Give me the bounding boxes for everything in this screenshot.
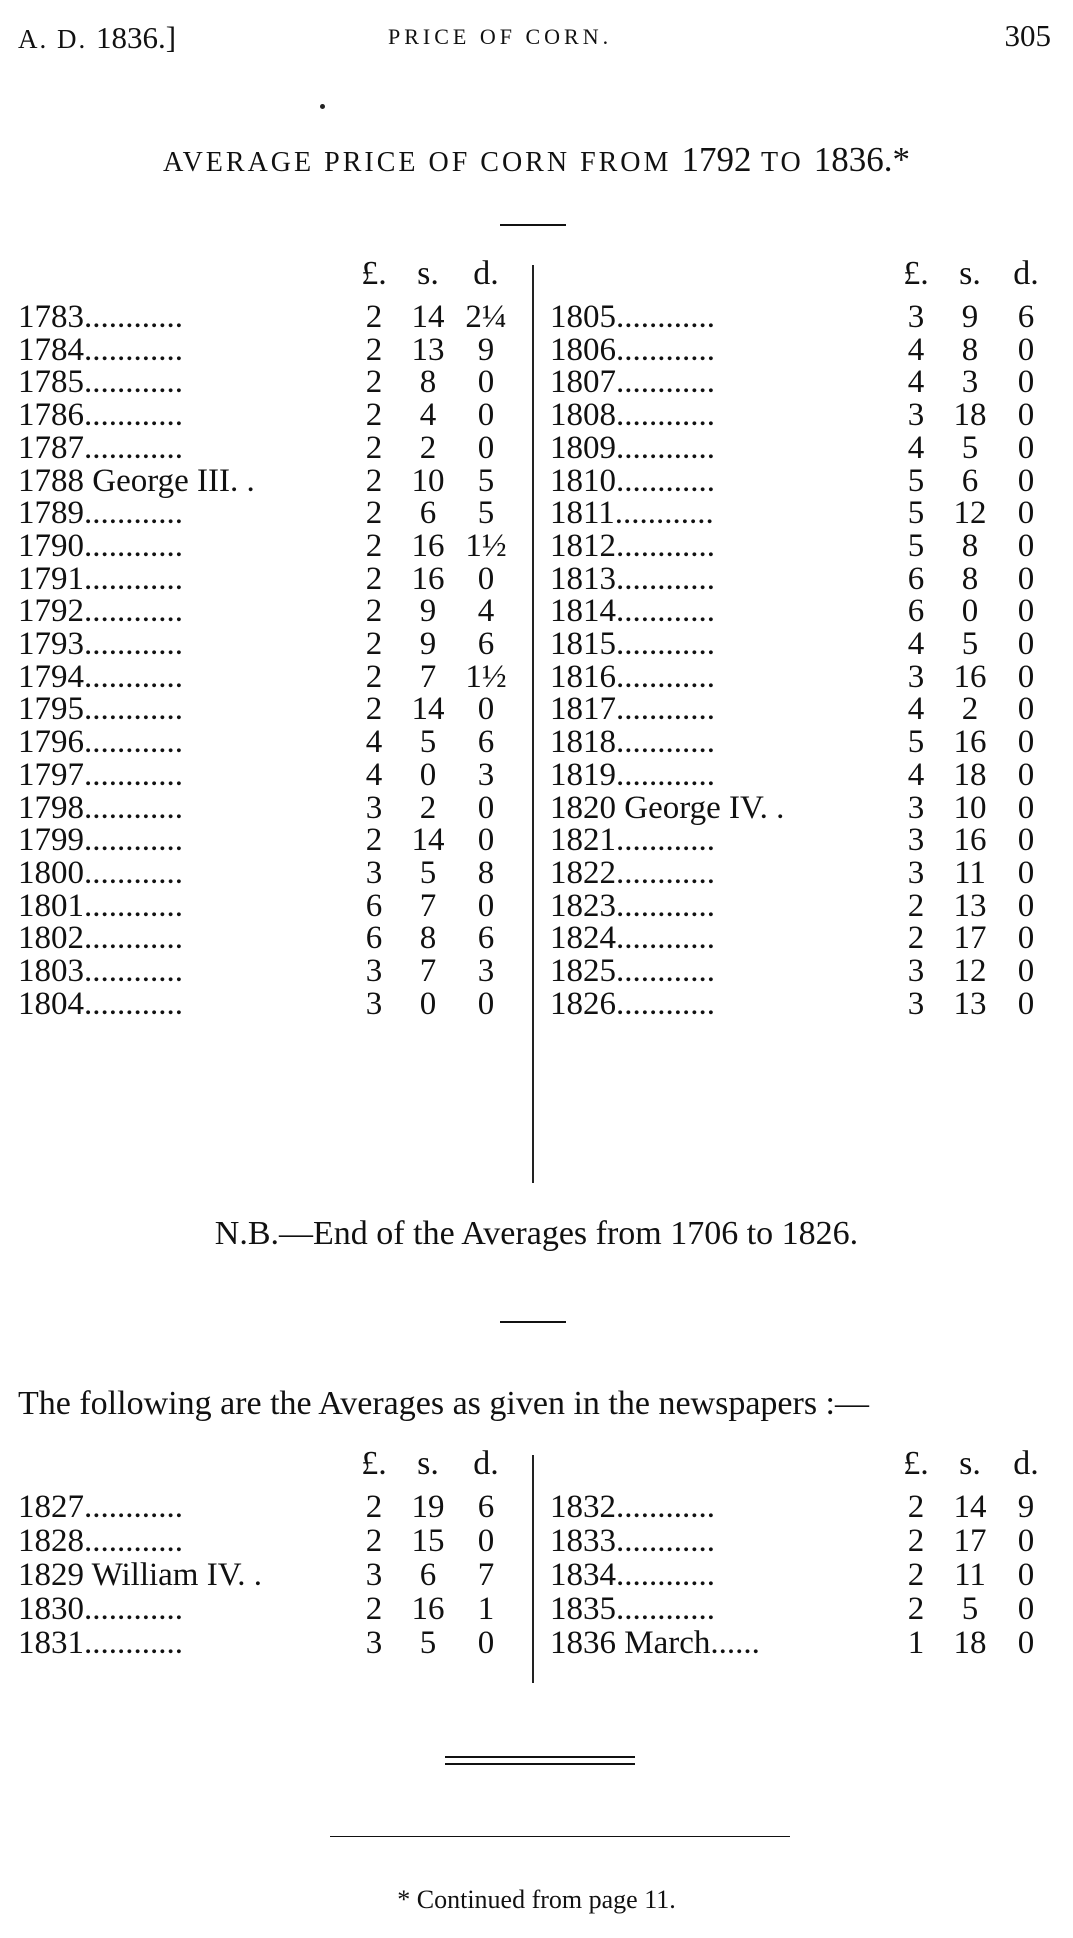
pence-value: 0: [477, 1625, 495, 1661]
year-label: 1794............: [18, 658, 183, 695]
pence-value: 3: [477, 953, 495, 989]
year-label: 1834............: [550, 1557, 715, 1593]
pence-value: 0: [1017, 854, 1035, 891]
year-label: 1790............: [18, 527, 183, 564]
pounds-value: 2: [365, 364, 383, 401]
year-label: 1797............: [18, 756, 183, 793]
page-number: 305: [1004, 18, 1051, 53]
shillings-value: 5: [961, 1591, 979, 1627]
year-label: 1830............: [18, 1591, 183, 1627]
pounds-value: 2: [365, 658, 383, 695]
shillings-value: 13: [953, 985, 987, 1022]
title-rule: [500, 224, 566, 226]
pounds-value: 3: [907, 822, 925, 859]
shillings-value: 6: [419, 1557, 437, 1593]
pence-value: 0: [477, 364, 495, 401]
year-label: 1833............: [550, 1523, 715, 1559]
pence-value: 0: [1017, 1625, 1035, 1661]
shillings-value: 4: [419, 397, 437, 434]
pence-value: 9: [477, 331, 495, 368]
year-label: 1826............: [550, 985, 715, 1022]
pounds-value: 2: [365, 560, 383, 597]
shillings-value: 2: [961, 691, 979, 728]
year-label: 1804............: [18, 985, 183, 1022]
shillings-value: 12: [953, 953, 987, 989]
year-label: 1815............: [550, 626, 715, 662]
header-pence-left-2: d.: [473, 1445, 499, 1482]
shillings-value: 16: [411, 527, 445, 564]
pounds-value: 3: [907, 854, 925, 891]
shillings-value: 11: [954, 854, 986, 891]
averages-note: N.B.—End of the Averages from 1706 to 1826.: [214, 1215, 859, 1252]
pence-value: 0: [1017, 364, 1035, 401]
pounds-value: 4: [365, 724, 383, 761]
pence-value: 0: [1017, 429, 1035, 466]
pounds-value: 6: [365, 920, 383, 957]
shillings-value: 18: [953, 1625, 987, 1661]
pence-value: 0: [477, 789, 495, 826]
shillings-value: 12: [953, 495, 987, 532]
year-label: 1788 George III. .: [18, 462, 255, 499]
shillings-value: 16: [411, 560, 445, 597]
shillings-value: 11: [954, 1557, 986, 1593]
year-label: 1787............: [18, 429, 183, 466]
year-label: 1831............: [18, 1625, 183, 1661]
header-pounds-right-2: £.: [903, 1445, 929, 1482]
shillings-value: 14: [411, 299, 445, 335]
pence-value: 0: [1017, 756, 1035, 793]
year-label: 1808............: [550, 397, 715, 434]
year-label: 1783............: [18, 299, 183, 335]
header-shillings-right-2: s.: [959, 1445, 981, 1482]
pence-value: 0: [1017, 887, 1035, 924]
pounds-value: 3: [907, 985, 925, 1022]
header-shillings-left: s.: [417, 255, 439, 292]
running-head-left: [18, 20, 176, 56]
year-label: 1820 George IV. .: [550, 789, 785, 826]
pence-value: 0: [1017, 920, 1035, 957]
shillings-value: 16: [953, 658, 987, 695]
pence-value: 0: [477, 429, 495, 466]
pence-value: 0: [1017, 691, 1035, 728]
shillings-value: 18: [953, 397, 987, 434]
pence-value: 0: [1017, 1557, 1035, 1593]
pounds-value: 4: [907, 691, 925, 728]
year-label: 1816............: [550, 658, 715, 695]
pence-value: 0: [1017, 953, 1035, 989]
pence-value: 0: [1017, 985, 1035, 1022]
year-label: 1823............: [550, 887, 715, 924]
pounds-value: 2: [907, 1591, 925, 1627]
year-label: 1809............: [550, 429, 715, 466]
shillings-value: 5: [961, 626, 979, 662]
pounds-value: 2: [365, 462, 383, 499]
year-label: 1835............: [550, 1591, 715, 1627]
year-label: 1828............: [18, 1523, 183, 1559]
shillings-value: 14: [411, 691, 445, 728]
pence-value: 7: [477, 1557, 495, 1593]
page-title: [0, 140, 1073, 180]
pence-value: 9: [1017, 1489, 1035, 1525]
shillings-value: 7: [419, 953, 437, 989]
year-label: 1803............: [18, 953, 183, 989]
year-label: 1832............: [550, 1489, 715, 1525]
pounds-value: 2: [907, 1523, 925, 1559]
pounds-value: 2: [365, 299, 383, 335]
shillings-value: 16: [953, 822, 987, 859]
shillings-value: 9: [961, 299, 979, 335]
pounds-value: 2: [365, 1523, 383, 1559]
pounds-value: 3: [365, 854, 383, 891]
pence-value: 2¼: [465, 299, 507, 335]
pounds-value: 2: [907, 887, 925, 924]
pounds-value: 4: [907, 429, 925, 466]
price-table-main: [18, 255, 1052, 1187]
header-pounds-left-2: £.: [361, 1445, 387, 1482]
newspaper-intro: The following are the Averages as given in the newspapers :—: [18, 1385, 869, 1422]
pounds-value: 2: [365, 331, 383, 368]
shillings-value: 17: [953, 920, 987, 957]
footnote: * Continued from page 11.: [397, 1885, 676, 1914]
pence-value: 0: [1017, 822, 1035, 859]
shillings-value: 7: [419, 887, 437, 924]
pence-value: 0: [1017, 658, 1035, 695]
pence-value: 0: [477, 822, 495, 859]
shillings-value: 2: [419, 429, 437, 466]
pence-value: 0: [477, 560, 495, 597]
pounds-value: 2: [907, 1489, 925, 1525]
shillings-value: 19: [411, 1489, 445, 1525]
shillings-value: 0: [419, 985, 437, 1022]
year-label: 1822............: [550, 854, 715, 891]
pence-value: 5: [477, 462, 495, 499]
year-label: 1821............: [550, 822, 715, 859]
pounds-value: 3: [365, 985, 383, 1022]
pounds-value: 2: [365, 626, 383, 662]
year-label: 1802............: [18, 920, 183, 957]
header-shillings-left-2: s.: [417, 1445, 439, 1482]
pounds-value: 3: [365, 789, 383, 826]
shillings-value: 8: [419, 920, 437, 957]
header-pence-right: d.: [1013, 255, 1039, 292]
pence-value: 0: [1017, 593, 1035, 630]
year-label: 1819............: [550, 756, 715, 793]
year-label: 1792............: [18, 593, 183, 630]
pence-value: 1½: [465, 658, 507, 695]
pounds-value: 5: [907, 462, 925, 499]
pounds-value: 4: [907, 756, 925, 793]
shillings-value: 18: [953, 756, 987, 793]
shillings-value: 17: [953, 1523, 987, 1559]
closing-double-rule-bottom: [445, 1763, 635, 1765]
pounds-value: 3: [365, 953, 383, 989]
pence-value: 1½: [465, 527, 507, 564]
pounds-value: 3: [365, 1557, 383, 1593]
pence-value: 0: [1017, 527, 1035, 564]
year-label: 1799............: [18, 822, 183, 859]
year-label: 1784............: [18, 331, 183, 368]
running-head-prefix: A. D.: [18, 24, 88, 54]
year-label: 1800............: [18, 854, 183, 891]
shillings-value: 3: [961, 364, 979, 401]
pence-value: 0: [1017, 1591, 1035, 1627]
shillings-value: 8: [961, 560, 979, 597]
year-label: 1789............: [18, 495, 183, 532]
shillings-value: 6: [961, 462, 979, 499]
year-label: 1818............: [550, 724, 715, 761]
header-pounds-left: £.: [361, 255, 387, 292]
shillings-value: 14: [411, 822, 445, 859]
shillings-value: 9: [419, 626, 437, 662]
shillings-value: 2: [419, 789, 437, 826]
pence-value: 0: [1017, 495, 1035, 532]
title-to: TO: [760, 147, 804, 178]
shillings-value: 15: [411, 1523, 445, 1559]
year-label: 1805............: [550, 299, 715, 335]
pounds-value: 2: [365, 397, 383, 434]
pence-value: 0: [1017, 789, 1035, 826]
shillings-value: 10: [411, 462, 445, 499]
pence-value: 0: [477, 985, 495, 1022]
price-table-newspapers: [18, 1445, 1052, 1695]
pence-value: 6: [477, 724, 495, 761]
shillings-value: 5: [419, 1625, 437, 1661]
shillings-value: 6: [419, 495, 437, 532]
shillings-value: 14: [953, 1489, 987, 1525]
pounds-value: 2: [365, 429, 383, 466]
pounds-value: 2: [365, 495, 383, 532]
shillings-value: 8: [419, 364, 437, 401]
pounds-value: 2: [365, 527, 383, 564]
year-label: 1801............: [18, 887, 183, 924]
pounds-value: 3: [907, 299, 925, 335]
year-label: 1786............: [18, 397, 183, 434]
title-prefix: AVERAGE PRICE OF CORN FROM: [162, 147, 672, 178]
pounds-value: 6: [907, 593, 925, 630]
pounds-value: 2: [365, 1489, 383, 1525]
year-label: 1793............: [18, 626, 183, 662]
shillings-value: 5: [419, 854, 437, 891]
year-label: 1827............: [18, 1489, 183, 1525]
shillings-value: 8: [961, 331, 979, 368]
pence-value: 0: [1017, 462, 1035, 499]
year-label: 1795............: [18, 691, 183, 728]
shillings-value: 10: [953, 789, 987, 826]
pence-value: 0: [1017, 626, 1035, 662]
closing-double-rule-top: [445, 1756, 635, 1758]
table-row: [18, 1623, 1052, 1663]
pence-value: 0: [477, 397, 495, 434]
pounds-value: 4: [907, 364, 925, 401]
pounds-value: 3: [907, 953, 925, 989]
year-label: 1814............: [550, 593, 715, 630]
pence-value: 0: [477, 1523, 495, 1559]
pounds-value: 2: [907, 920, 925, 957]
pounds-value: 3: [907, 397, 925, 434]
pounds-value: 6: [907, 560, 925, 597]
pounds-value: 3: [907, 658, 925, 695]
shillings-value: 9: [419, 593, 437, 630]
year-label: 1813............: [550, 560, 715, 597]
shillings-value: 16: [411, 1591, 445, 1627]
footnote-rule: [330, 1836, 790, 1837]
pounds-value: 5: [907, 495, 925, 532]
shillings-value: 8: [961, 527, 979, 564]
print-speck: [320, 104, 325, 109]
year-label: 1785............: [18, 364, 183, 401]
year-label: 1791............: [18, 560, 183, 597]
pence-value: 4: [477, 593, 495, 630]
year-label: 1810............: [550, 462, 715, 499]
pounds-value: 5: [907, 724, 925, 761]
pounds-value: 2: [907, 1557, 925, 1593]
pence-value: 6: [477, 1489, 495, 1525]
shillings-value: 5: [961, 429, 979, 466]
pounds-value: 2: [365, 822, 383, 859]
shillings-value: 5: [419, 724, 437, 761]
pounds-value: 4: [907, 626, 925, 662]
pounds-value: 3: [907, 789, 925, 826]
year-label: 1806............: [550, 331, 715, 368]
shillings-value: 13: [411, 331, 445, 368]
year-label: 1796............: [18, 724, 183, 761]
pence-value: 0: [1017, 1523, 1035, 1559]
year-label: 1812............: [550, 527, 715, 564]
pence-value: 6: [1017, 299, 1035, 335]
pence-value: 0: [1017, 724, 1035, 761]
shillings-value: 13: [953, 887, 987, 924]
table-row: [18, 984, 1052, 1024]
year-label: 1798............: [18, 789, 183, 826]
pounds-value: 2: [365, 691, 383, 728]
shillings-value: 0: [419, 756, 437, 793]
year-label: 1825............: [550, 953, 715, 989]
pounds-value: 4: [365, 756, 383, 793]
year-label: 1811............: [550, 495, 714, 532]
year-label: 1807............: [550, 364, 715, 401]
title-start-year: 1792: [681, 140, 752, 179]
pence-value: 3: [477, 756, 495, 793]
running-head-year: 1836.]: [96, 20, 177, 55]
pence-value: 0: [477, 887, 495, 924]
pence-value: 1: [477, 1591, 495, 1627]
year-label: 1817............: [550, 691, 715, 728]
pounds-value: 2: [365, 593, 383, 630]
running-head-title: PRICE OF CORN.: [388, 24, 613, 49]
pence-value: 0: [1017, 331, 1035, 368]
year-label: 1836 March......: [550, 1625, 760, 1661]
pounds-value: 1: [907, 1625, 925, 1661]
header-pence-right-2: d.: [1013, 1445, 1039, 1482]
shillings-value: 16: [953, 724, 987, 761]
pence-value: 8: [477, 854, 495, 891]
pence-value: 0: [1017, 397, 1035, 434]
pounds-value: 5: [907, 527, 925, 564]
pence-value: 5: [477, 495, 495, 532]
pence-value: 6: [477, 920, 495, 957]
pence-value: 6: [477, 626, 495, 662]
year-label: 1829 William IV. .: [18, 1557, 263, 1593]
year-label: 1824............: [550, 920, 715, 957]
pounds-value: 6: [365, 887, 383, 924]
header-pence-left: d.: [473, 255, 499, 292]
pence-value: 0: [1017, 560, 1035, 597]
header-pounds-right: £.: [903, 255, 929, 292]
pence-value: 0: [477, 691, 495, 728]
shillings-value: 7: [419, 658, 437, 695]
header-shillings-right: s.: [959, 255, 981, 292]
title-end-year: 1836.*: [813, 140, 911, 179]
pounds-value: 2: [365, 1591, 383, 1627]
pounds-value: 4: [907, 331, 925, 368]
section-rule: [500, 1321, 566, 1323]
shillings-value: 0: [961, 593, 979, 630]
pounds-value: 3: [365, 1625, 383, 1661]
